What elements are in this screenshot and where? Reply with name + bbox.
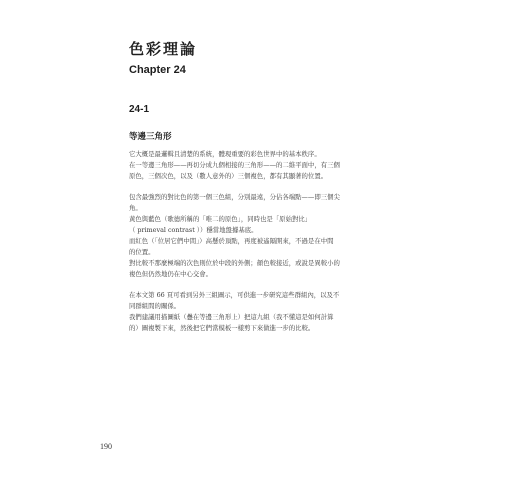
paragraph-3 xyxy=(129,290,397,334)
text-line: （ primeval contrast ））穩當地盤據基底。 xyxy=(129,226,258,234)
text-line: 在一等邊三角形——再切分成九個相接的三角形——的二維平面中，有三個 xyxy=(129,161,340,169)
text-line: 原色，三個次色，以及（數人意外的）三個複色，都有其顯著的位置。 xyxy=(129,172,328,180)
section-number: 24-1 xyxy=(129,104,150,115)
page-number: 190 xyxy=(100,442,112,451)
text-line: 黃色與藍色（歌德所稱的「唯二的原色」，同時也是「原始對比」 xyxy=(129,215,312,223)
text-line: 在本文第 66 頁可看到另外三組圖示，可供進一步研究這些群組內，以及不 xyxy=(129,291,340,299)
text-line: 而紅色（「位居它們中間」）高懸於頂點，再度被遙隔開來，不過是在中間 xyxy=(129,237,334,245)
paragraph-1 xyxy=(129,149,397,182)
text-line: 的位置。 xyxy=(129,248,155,256)
text-line: 對比較不那麼極端的次色則位於中段的外側；顏色較接近，或說是異較小的 xyxy=(129,259,340,267)
chapter-title: 色彩理論 xyxy=(129,40,198,58)
text-line: 複色但仍然地仍在中心交會。 xyxy=(129,270,213,278)
chapter-number: Chapter 24 xyxy=(129,64,186,76)
text-line: 包含最強烈的對比色的第一個三色組，分別最遠，分佔各端點——即三個尖 xyxy=(129,193,340,201)
text-line: 的）圖複製下來，然後把它們當模板一樣剪下來做進一步的比較。 xyxy=(129,324,315,332)
paragraph-2 xyxy=(129,192,397,280)
text-line: 它大概是最邏輯且清楚的系統，體現重要的彩色世界中的基本秩序。 xyxy=(129,150,321,158)
text-line: 我們建議用描圖紙（疊在等邊三角形上）把這九組（我不懂這是如何計算 xyxy=(129,313,334,321)
text-line: 同群組間的關係。 xyxy=(129,302,181,310)
text-line: 角。 xyxy=(129,204,142,212)
section-heading: 等邊三角形 xyxy=(129,132,172,142)
body-text xyxy=(129,149,397,344)
